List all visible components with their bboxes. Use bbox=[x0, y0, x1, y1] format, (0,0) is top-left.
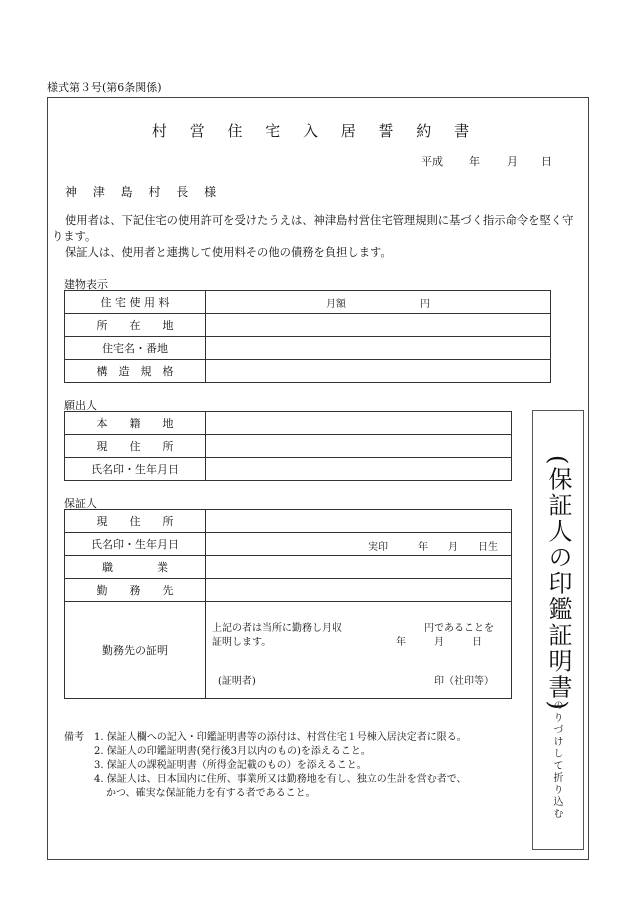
applicant-address-label: 現 住 所 bbox=[65, 435, 206, 458]
note-item: 4. 保証人は、日本国内に住所、事業所又は勤務地を有し、独立の生計を営む者で、 bbox=[94, 774, 467, 785]
date-day: 日 bbox=[541, 155, 552, 168]
domicile-label: 本 籍 地 bbox=[65, 412, 206, 435]
cert-line-1: 上記の者は当所に勤務し月収 bbox=[212, 623, 342, 634]
rent-monthly-label: 月額 bbox=[326, 299, 346, 310]
glue-fold-instruction: のりづけして折り込む bbox=[551, 700, 562, 820]
occupation-label: 職 業 bbox=[65, 556, 206, 579]
building-section-label: 建物表示 bbox=[64, 278, 108, 291]
jitsuin-label: 実印 bbox=[368, 542, 388, 553]
cert-line-2: 証明します。 bbox=[212, 637, 272, 648]
rent-label: 住 宅 使 用 料 bbox=[65, 291, 206, 314]
notes-heading: 備考 bbox=[64, 732, 84, 743]
table-row bbox=[65, 360, 551, 383]
note-item: 1. 保証人欄への記入・印鑑証明書等の添付は、村営住宅１号棟入居決定者に限る。 bbox=[94, 732, 467, 743]
birth-month-label: 月 bbox=[448, 542, 458, 553]
table-row bbox=[65, 435, 512, 458]
table-row bbox=[65, 337, 551, 360]
guarantor-name-label: 氏名印・生年月日 bbox=[65, 533, 206, 556]
date-era: 平成 bbox=[421, 155, 443, 168]
body-line-1: 使用者は、下記住宅の使用許可を受けたうえは、神津島村営住宅管理規則に基づく指示命令を堅く守 bbox=[65, 214, 574, 227]
building-table bbox=[64, 290, 551, 383]
table-row bbox=[65, 291, 551, 314]
workplace-label: 勤 務 先 bbox=[65, 579, 206, 602]
certifier-label: (証明者) bbox=[218, 676, 256, 687]
cert-year: 年 bbox=[396, 637, 406, 648]
structure-field[interactable] bbox=[206, 360, 551, 383]
company-seal-label: 印（社印等） bbox=[434, 676, 494, 687]
employment-cert-field[interactable] bbox=[206, 602, 512, 699]
workplace-field[interactable] bbox=[206, 579, 512, 602]
note-item: かつ、確実な保証能力を有する者であること。 bbox=[106, 788, 316, 799]
cert-line-1b: 円であることを bbox=[424, 623, 494, 634]
table-row bbox=[65, 556, 512, 579]
applicant-name-label: 氏名印・生年月日 bbox=[65, 458, 206, 481]
location-label: 所 在 地 bbox=[65, 314, 206, 337]
applicant-name-field[interactable] bbox=[206, 458, 512, 481]
table-row bbox=[65, 412, 512, 435]
guarantor-section-label: 保証人 bbox=[64, 497, 97, 510]
date-month: 月 bbox=[507, 155, 518, 168]
form-number-label: 様式第３号(第6条関係) bbox=[47, 81, 162, 94]
rent-yen-label: 円 bbox=[420, 299, 430, 310]
applicant-table bbox=[64, 411, 512, 481]
house-name-label: 住宅名・番地 bbox=[65, 337, 206, 360]
birth-day-label: 日生 bbox=[478, 542, 498, 553]
seal-certificate-label: (保証人の印鑑証明書) bbox=[544, 455, 572, 712]
cert-month: 月 bbox=[434, 637, 444, 648]
guarantor-address-label: 現 住 所 bbox=[65, 510, 206, 533]
guarantor-name-field[interactable] bbox=[206, 533, 512, 556]
cert-day: 日 bbox=[472, 637, 482, 648]
table-row bbox=[65, 314, 551, 337]
table-row bbox=[65, 602, 512, 699]
structure-label: 構 造 規 格 bbox=[65, 360, 206, 383]
body-line-2: ります。 bbox=[52, 230, 97, 243]
note-item: 3. 保証人の課税証明書（所得金記載のもの）を添えること。 bbox=[94, 760, 367, 771]
guarantor-table bbox=[64, 509, 512, 699]
table-row bbox=[65, 458, 512, 481]
guarantor-address-field[interactable] bbox=[206, 510, 512, 533]
domicile-field[interactable] bbox=[206, 412, 512, 435]
document-title: 村 営 住 宅 入 居 誓 約 書 bbox=[151, 122, 479, 140]
applicant-section-label: 願出人 bbox=[64, 399, 97, 412]
rent-field[interactable] bbox=[206, 291, 551, 314]
addressee: 神 津 島 村 長 様 bbox=[65, 185, 223, 199]
note-item: 2. 保証人の印鑑証明書(発行後3月以内のもの)を添えること。 bbox=[94, 746, 371, 757]
occupation-field[interactable] bbox=[206, 556, 512, 579]
birth-year-label: 年 bbox=[418, 542, 428, 553]
location-field[interactable] bbox=[206, 314, 551, 337]
house-name-field[interactable] bbox=[206, 337, 551, 360]
date-year: 年 bbox=[469, 155, 480, 168]
body-line-3: 保証人は、使用者と連携して使用料その他の債務を負担します。 bbox=[65, 246, 392, 259]
employment-cert-label: 勤務先の証明 bbox=[65, 602, 206, 699]
table-row bbox=[65, 533, 512, 556]
table-row bbox=[65, 510, 512, 533]
table-row bbox=[65, 579, 512, 602]
applicant-address-field[interactable] bbox=[206, 435, 512, 458]
